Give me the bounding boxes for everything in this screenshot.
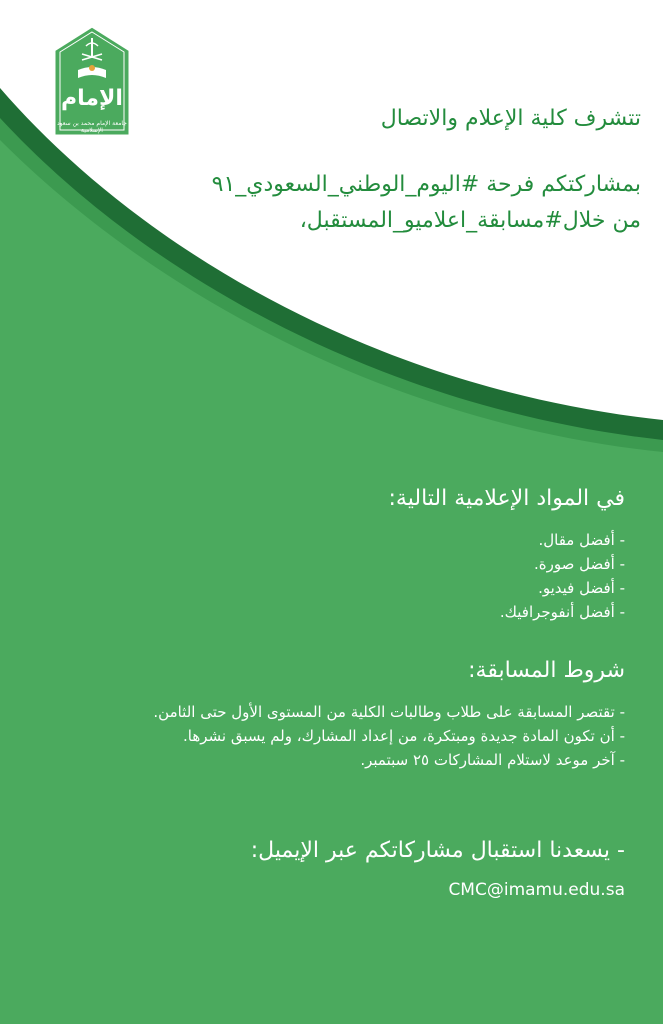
list-item: - أفضل مقال. xyxy=(538,531,625,549)
intro-line-1: بمشاركتكم فرحة #اليوم_الوطني_السعودي_٩١ xyxy=(211,172,641,197)
materials-title: في المواد الإعلامية التالية: xyxy=(388,486,625,511)
list-item: - تقتصر المسابقة على طلاب وطالبات الكلية من المستوى الأول حتى الثامن. xyxy=(153,703,625,721)
conditions-list xyxy=(153,700,625,772)
intro-line-2: من خلال#مسابقة_اعلاميو_المستقبل، xyxy=(299,208,641,233)
logo-subtitle: جامعة الإمام محمد بن سعود الإسلامية xyxy=(57,120,127,134)
headline: تتشرف كلية الإعلام والاتصال xyxy=(380,106,641,131)
contact-title: - يسعدنا استقبال مشاركاتكم عبر الإيميل: xyxy=(250,838,625,863)
list-item: - أن تكون المادة جديدة ومبتكرة، من إعداد المشارك، ولم يسبق نشرها. xyxy=(182,727,625,745)
list-item: - آخر موعد لاستلام المشاركات ٢٥ سبتمبر. xyxy=(360,751,625,769)
conditions-title: شروط المسابقة: xyxy=(468,658,625,683)
list-item: - أفضل أنفوجرافيك. xyxy=(499,603,625,621)
email-link[interactable]: CMC@imamu.edu.sa xyxy=(448,880,625,900)
materials-list xyxy=(500,528,625,624)
list-item: - أفضل فيديو. xyxy=(538,579,625,597)
logo-wordmark: الإمام xyxy=(61,86,123,111)
university-logo xyxy=(52,24,132,140)
list-item: - أفضل صورة. xyxy=(533,555,625,573)
